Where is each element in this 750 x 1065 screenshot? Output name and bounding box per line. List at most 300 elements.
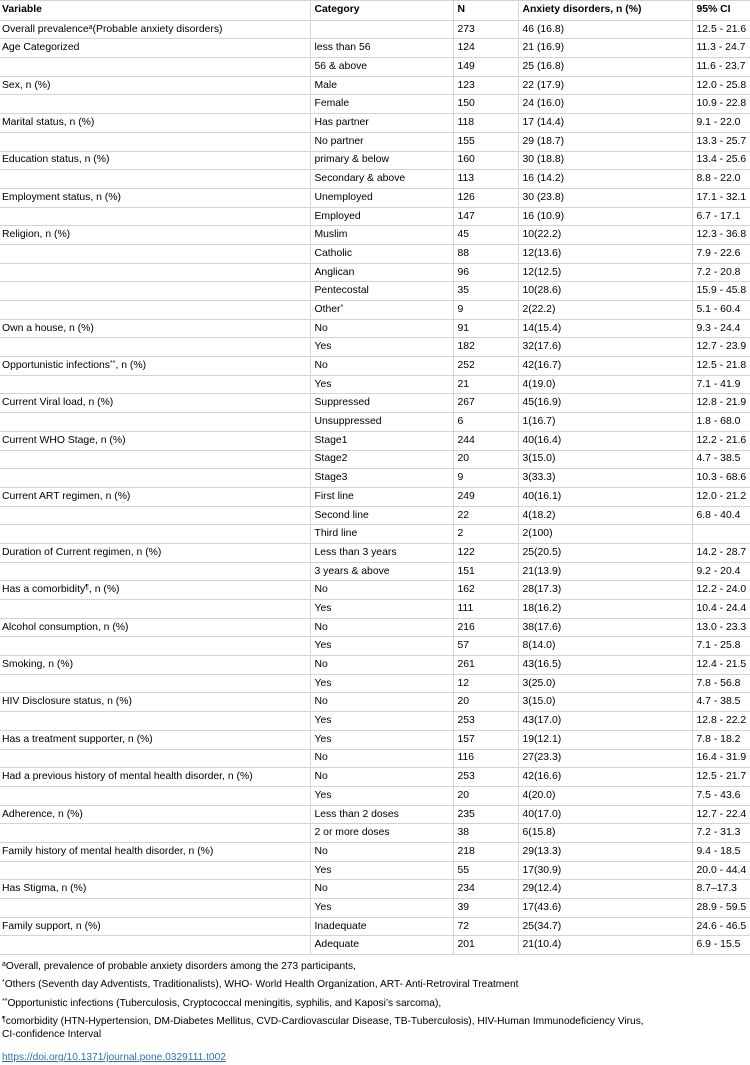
cell-variable [0,132,310,151]
cell-n: 261 [453,656,518,675]
cell-category: Yes [310,637,453,656]
cell-ci: 7.1 - 25.8 [692,637,750,656]
table-row [0,637,750,656]
table-row [0,95,750,114]
cell-category: First line [310,487,453,506]
cell-variable: Education status, n (%) [0,151,310,170]
cell-anxiety: 30 (18.8) [518,151,692,170]
cell-variable [0,786,310,805]
cell-variable [0,749,310,768]
cell-n: 273 [453,20,518,39]
cell-anxiety: 3(33.3) [518,469,692,488]
footnote-ci: CI-confidence Interval [2,1028,102,1040]
table-row [0,76,750,95]
cell-category: Female [310,95,453,114]
cell-n: 45 [453,226,518,245]
cell-variable: Family support, n (%) [0,917,310,936]
cell-ci: 12.5 - 21.6 [692,20,750,39]
cell-n: 123 [453,76,518,95]
cell-n: 9 [453,301,518,320]
cell-variable: Current ART regimen, n (%) [0,487,310,506]
cell-variable: Current WHO Stage, n (%) [0,431,310,450]
cell-anxiety: 12(13.6) [518,244,692,263]
cell-anxiety: 40(16.4) [518,431,692,450]
cell-variable [0,674,310,693]
table-row [0,730,750,749]
cell-category: 56 & above [310,58,453,77]
cell-category: Muslim [310,226,453,245]
cell-anxiety: 19(12.1) [518,730,692,749]
cell-anxiety: 10(28.6) [518,282,692,301]
cell-ci: 24.6 - 46.5 [692,917,750,936]
cell-anxiety: 43(17.0) [518,712,692,731]
cell-ci: 7.5 - 43.6 [692,786,750,805]
cell-anxiety: 14(15.4) [518,319,692,338]
cell-ci: 9.1 - 22.0 [692,114,750,133]
cell-anxiety: 16 (10.9) [518,207,692,226]
cell-anxiety: 17 (14.4) [518,114,692,133]
cell-category: Stage2 [310,450,453,469]
cell-ci [692,525,750,544]
cell-category: Yes [310,375,453,394]
cell-ci: 12.7 - 23.9 [692,338,750,357]
cell-anxiety: 25 (16.8) [518,58,692,77]
cell-n: 150 [453,95,518,114]
cell-anxiety: 43(16.5) [518,656,692,675]
cell-ci: 1.8 - 68.0 [692,413,750,432]
table-row [0,824,750,843]
cell-n: 249 [453,487,518,506]
cell-category: Inadequate [310,917,453,936]
cell-ci: 6.8 - 40.4 [692,506,750,525]
cell-n: 253 [453,768,518,787]
cell-variable [0,244,310,263]
cell-category: No [310,319,453,338]
cell-ci: 9.4 - 18.5 [692,842,750,861]
cell-variable [0,95,310,114]
cell-variable: Family history of mental health disorder, n (%) [0,842,310,861]
cell-anxiety: 45(16.9) [518,394,692,413]
cell-category: Yes [310,730,453,749]
cell-n: 20 [453,450,518,469]
cell-variable [0,506,310,525]
cell-category: Male [310,76,453,95]
cell-variable: Opportunistic infections**, n (%) [0,357,310,376]
cell-n: 151 [453,562,518,581]
cell-category: 3 years & above [310,562,453,581]
cell-ci: 12.2 - 21.6 [692,431,750,450]
table-body [0,20,750,954]
cell-n: 21 [453,375,518,394]
cell-category: No [310,749,453,768]
cell-n: 2 [453,525,518,544]
cell-n: 126 [453,188,518,207]
cell-n: 201 [453,936,518,955]
cell-category: Employed [310,207,453,226]
cell-category: No [310,693,453,712]
cell-variable [0,861,310,880]
table-row [0,413,750,432]
cell-variable [0,413,310,432]
cell-ci: 6.7 - 17.1 [692,207,750,226]
cell-category: No [310,357,453,376]
cell-anxiety: 24 (16.0) [518,95,692,114]
table-row [0,581,750,600]
cell-anxiety: 21 (16.9) [518,39,692,58]
cell-anxiety: 25(20.5) [518,543,692,562]
table-row [0,656,750,675]
cell-ci: 12.8 - 22.2 [692,712,750,731]
table-row [0,357,750,376]
cell-anxiety: 3(15.0) [518,693,692,712]
cell-anxiety: 16 (14.2) [518,170,692,189]
cell-category: Yes [310,338,453,357]
cell-ci: 6.9 - 15.5 [692,936,750,955]
cell-ci: 13.3 - 25.7 [692,132,750,151]
cell-category: No [310,581,453,600]
table-row [0,431,750,450]
cell-category: No [310,842,453,861]
cell-category: Yes [310,674,453,693]
table-row [0,525,750,544]
cell-anxiety: 10(22.2) [518,226,692,245]
cell-ci: 11.3 - 24.7 [692,39,750,58]
table-row [0,712,750,731]
cell-n: 253 [453,712,518,731]
cell-variable: Age Categorized [0,39,310,58]
cell-category: Other* [310,301,453,320]
cell-n: 160 [453,151,518,170]
table-row [0,282,750,301]
cell-anxiety: 18(16.2) [518,600,692,619]
cell-variable [0,263,310,282]
cell-variable: HIV Disclosure status, n (%) [0,693,310,712]
cell-n: 234 [453,880,518,899]
table-row [0,58,750,77]
cell-n: 6 [453,413,518,432]
cell-variable [0,637,310,656]
cell-ci: 7.8 - 56.8 [692,674,750,693]
cell-n: 91 [453,319,518,338]
cell-variable: Duration of Current regimen, n (%) [0,543,310,562]
cell-variable: Religion, n (%) [0,226,310,245]
cell-n: 157 [453,730,518,749]
header-row [0,1,750,21]
cell-category: 2 or more doses [310,824,453,843]
cell-category: Secondary & above [310,170,453,189]
cell-anxiety: 6(15.8) [518,824,692,843]
cell-ci: 7.2 - 20.8 [692,263,750,282]
cell-category: No [310,880,453,899]
cell-ci: 13.4 - 25.6 [692,151,750,170]
cell-n: 20 [453,693,518,712]
cell-anxiety: 29(12.4) [518,880,692,899]
cell-n: 149 [453,58,518,77]
cell-category: less than 56 [310,39,453,58]
cell-anxiety: 1(16.7) [518,413,692,432]
cell-ci: 14.2 - 28.7 [692,543,750,562]
cell-n: 267 [453,394,518,413]
cell-ci: 12.5 - 21.7 [692,768,750,787]
cell-anxiety: 17(30.9) [518,861,692,880]
table-row [0,319,750,338]
cell-n: 12 [453,674,518,693]
cell-ci: 10.9 - 22.8 [692,95,750,114]
cell-n: 9 [453,469,518,488]
cell-variable: Has a comorbidity¶, n (%) [0,581,310,600]
cell-category: Yes [310,712,453,731]
table-row [0,786,750,805]
cell-variable [0,600,310,619]
cell-n: 216 [453,618,518,637]
cell-category: No [310,768,453,787]
cell-category: No partner [310,132,453,151]
cell-variable [0,525,310,544]
table-row [0,543,750,562]
table-row [0,936,750,955]
cell-anxiety: 27(23.3) [518,749,692,768]
table-row [0,693,750,712]
header-ci: 95% CI [692,1,750,21]
cell-n: 182 [453,338,518,357]
cell-ci: 10.4 - 24.4 [692,600,750,619]
cell-category [310,20,453,39]
cell-category: Yes [310,899,453,918]
cell-ci: 15.9 - 45.8 [692,282,750,301]
table-row [0,674,750,693]
table-row [0,151,750,170]
cell-anxiety: 3(15.0) [518,450,692,469]
cell-variable: Has a treatment supporter, n (%) [0,730,310,749]
cell-variable: Sex, n (%) [0,76,310,95]
cell-ci: 12.0 - 25.8 [692,76,750,95]
table-row [0,20,750,39]
cell-variable [0,338,310,357]
cell-variable [0,469,310,488]
cell-category: Unemployed [310,188,453,207]
cell-n: 147 [453,207,518,226]
table-row [0,506,750,525]
table-row [0,842,750,861]
cell-anxiety: 32(17.6) [518,338,692,357]
cell-variable [0,170,310,189]
cell-anxiety: 40(17.0) [518,805,692,824]
table-row [0,132,750,151]
table-row [0,338,750,357]
header-category: Category [310,1,453,21]
cell-ci: 12.3 - 36.8 [692,226,750,245]
cell-n: 96 [453,263,518,282]
cell-ci: 20.0 - 44.4 [692,861,750,880]
cell-category: Pentecostal [310,282,453,301]
table-row [0,917,750,936]
cell-ci: 9.3 - 24.4 [692,319,750,338]
footnote: ¶comorbidity (HTN-Hypertension, DM-Diabetes Mellitus, CVD-Cardiovascular Disease, TB-Tuberculosis), HIV-Human Immunodeficiency Virus, [2,1016,644,1028]
cell-variable [0,824,310,843]
cell-n: 35 [453,282,518,301]
cell-ci: 4.7 - 38.5 [692,450,750,469]
cell-ci: 13.0 - 23.3 [692,618,750,637]
cell-n: 39 [453,899,518,918]
cell-variable [0,207,310,226]
table-row [0,469,750,488]
cell-anxiety: 4(20.0) [518,786,692,805]
cell-ci: 12.5 - 21.8 [692,357,750,376]
table-row [0,450,750,469]
cell-category: Stage1 [310,431,453,450]
cell-n: 235 [453,805,518,824]
cell-n: 252 [453,357,518,376]
cell-anxiety: 2(22.2) [518,301,692,320]
cell-anxiety: 29 (18.7) [518,132,692,151]
cell-n: 111 [453,600,518,619]
cell-anxiety: 42(16.6) [518,768,692,787]
table-row [0,768,750,787]
cell-variable: Alcohol consumption, n (%) [0,618,310,637]
footnote: **Opportunistic infections (Tuberculosis, Cryptococcal meningitis, syphilis, and Kaposi’s sarcoma), [2,997,442,1009]
cell-variable: Own a house, n (%) [0,319,310,338]
cell-ci: 11.6 - 23.7 [692,58,750,77]
cell-category: Second line [310,506,453,525]
table-row [0,394,750,413]
table-row [0,880,750,899]
doi-link[interactable]: https://doi.org/10.1371/journal.pone.0329111.t002 [2,1052,226,1064]
cell-ci: 8.7–17.3 [692,880,750,899]
cell-anxiety: 40(16.1) [518,487,692,506]
cell-variable [0,375,310,394]
table-row [0,861,750,880]
cell-anxiety: 21(10.4) [518,936,692,955]
cell-ci: 17.1 - 32.1 [692,188,750,207]
cell-anxiety: 4(19.0) [518,375,692,394]
cell-category: Yes [310,600,453,619]
cell-variable [0,450,310,469]
cell-anxiety: 38(17.6) [518,618,692,637]
cell-category: Yes [310,786,453,805]
cell-category: Anglican [310,263,453,282]
cell-variable [0,301,310,320]
table-row [0,899,750,918]
table-row [0,600,750,619]
cell-variable: Marital status, n (%) [0,114,310,133]
cell-anxiety: 8(14.0) [518,637,692,656]
cell-category: No [310,618,453,637]
cell-category: Yes [310,861,453,880]
cell-ci: 10.3 - 68.6 [692,469,750,488]
cell-ci: 7.9 - 22.6 [692,244,750,263]
cell-ci: 12.2 - 24.0 [692,581,750,600]
cell-anxiety: 4(18.2) [518,506,692,525]
cell-variable: Smoking, n (%) [0,656,310,675]
cell-variable: Employment status, n (%) [0,188,310,207]
cell-anxiety: 22 (17.9) [518,76,692,95]
table-row [0,244,750,263]
cell-category: Unsuppressed [310,413,453,432]
cell-variable: Adherence, n (%) [0,805,310,824]
table-row [0,263,750,282]
cell-category: Catholic [310,244,453,263]
cell-anxiety: 28(17.3) [518,581,692,600]
cell-ci: 12.4 - 21.5 [692,656,750,675]
footnote: $^a$Overall, prevalence of probable anxiety disorders among the 273 participants, [2,961,356,973]
cell-category: Stage3 [310,469,453,488]
cell-n: 22 [453,506,518,525]
table-row [0,562,750,581]
cell-n: 218 [453,842,518,861]
table-row [0,805,750,824]
cell-anxiety: 12(12.5) [518,263,692,282]
cell-category: Less than 3 years [310,543,453,562]
cell-n: 72 [453,917,518,936]
cell-variable [0,712,310,731]
cell-n: 124 [453,39,518,58]
cell-n: 244 [453,431,518,450]
cell-category: Has partner [310,114,453,133]
cell-variable [0,936,310,955]
cell-variable: Had a previous history of mental health disorder, n (%) [0,768,310,787]
cell-anxiety: 21(13.9) [518,562,692,581]
cell-variable: Has Stigma, n (%) [0,880,310,899]
cell-category: Adequate [310,936,453,955]
cell-ci: 12.8 - 21.9 [692,394,750,413]
cell-anxiety: 30 (23.8) [518,188,692,207]
cell-ci: 28.9 - 59.5 [692,899,750,918]
cell-ci: 12.0 - 21.2 [692,487,750,506]
table-row [0,114,750,133]
table-row [0,301,750,320]
cell-n: 38 [453,824,518,843]
table-row [0,39,750,58]
cell-n: 88 [453,244,518,263]
cell-variable [0,899,310,918]
header-variable: Variable [0,1,310,21]
cell-ci: 9.2 - 20.4 [692,562,750,581]
cell-category: primary & below [310,151,453,170]
cell-category: Third line [310,525,453,544]
table-footnotes [0,961,750,1041]
cell-ci: 12.7 - 22.4 [692,805,750,824]
cell-category: Less than 2 doses [310,805,453,824]
header-anxiety: Anxiety disorders, n (%) [518,1,692,21]
cell-variable [0,282,310,301]
cell-variable: Overall prevalence$^a$(Probable anxiety disorders) [0,20,310,39]
table-row [0,749,750,768]
table-header [0,1,750,21]
cell-n: 122 [453,543,518,562]
table-row [0,226,750,245]
cell-variable [0,562,310,581]
cell-category: No [310,656,453,675]
cell-n: 20 [453,786,518,805]
cell-anxiety: 42(16.7) [518,357,692,376]
table-row [0,618,750,637]
cell-n: 55 [453,861,518,880]
cell-anxiety: 29(13.3) [518,842,692,861]
cell-n: 57 [453,637,518,656]
cell-category: Suppressed [310,394,453,413]
cell-ci: 4.7 - 38.5 [692,693,750,712]
cell-ci: 7.1 - 41.9 [692,375,750,394]
table-row [0,487,750,506]
table-row [0,170,750,189]
cell-variable: Current Viral load, n (%) [0,394,310,413]
cell-anxiety: 17(43.6) [518,899,692,918]
header-n: N [453,1,518,21]
cell-n: 118 [453,114,518,133]
cell-anxiety: 46 (16.8) [518,20,692,39]
cell-variable [0,58,310,77]
table-row [0,375,750,394]
